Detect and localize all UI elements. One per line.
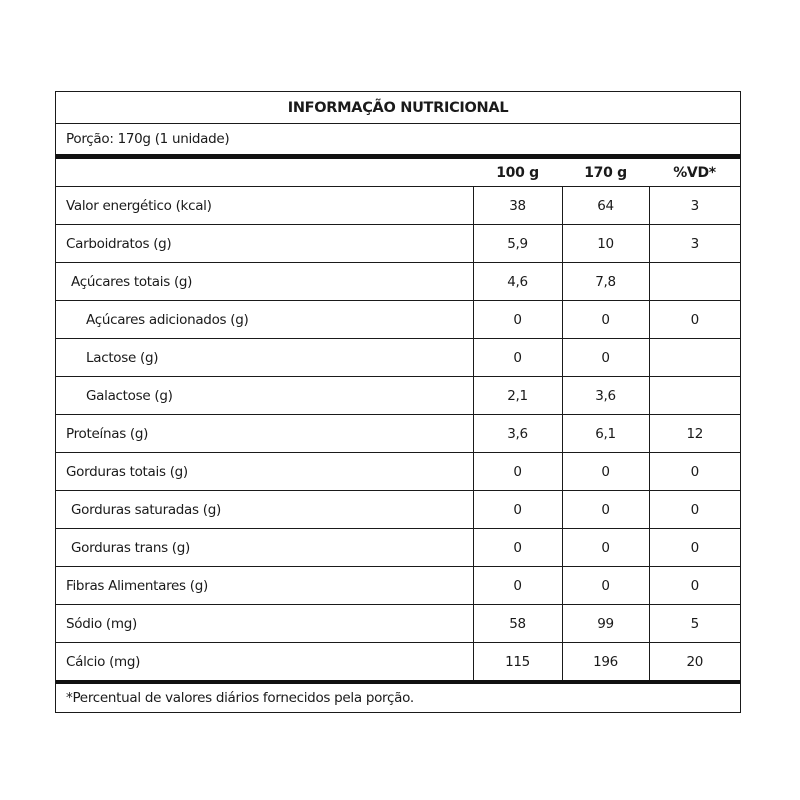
table-row <box>56 263 740 301</box>
value-per-170g: 99 <box>562 605 649 643</box>
table-row <box>56 377 740 415</box>
table-row <box>56 415 740 453</box>
value-daily-percent: 0 <box>649 567 740 605</box>
table-header-row <box>56 159 740 187</box>
value-per-100g: 5,9 <box>473 225 562 263</box>
value-per-170g: 0 <box>562 491 649 529</box>
value-per-100g: 4,6 <box>473 263 562 301</box>
table-row <box>56 567 740 605</box>
value-per-100g: 38 <box>473 187 562 225</box>
table-row <box>56 301 740 339</box>
value-per-170g: 0 <box>562 567 649 605</box>
table-row <box>56 339 740 377</box>
value-per-100g: 0 <box>473 301 562 339</box>
value-per-170g: 0 <box>562 529 649 567</box>
table-row <box>56 643 740 683</box>
column-header-per-170g: 170 g <box>562 159 649 187</box>
value-per-100g: 0 <box>473 453 562 491</box>
column-header-daily-value: %VD* <box>649 159 740 187</box>
nutrient-name: Proteínas (g) <box>56 415 473 453</box>
value-per-170g: 0 <box>562 339 649 377</box>
value-per-170g: 3,6 <box>562 377 649 415</box>
nutrient-name: Açúcares adicionados (g) <box>56 301 473 339</box>
table-row <box>56 187 740 225</box>
nutrient-name: Fibras Alimentares (g) <box>56 567 473 605</box>
nutrient-name: Gorduras saturadas (g) <box>56 491 473 529</box>
nutrient-name: Açúcares totais (g) <box>56 263 473 301</box>
value-per-170g: 6,1 <box>562 415 649 453</box>
value-daily-percent: 0 <box>649 301 740 339</box>
value-daily-percent: 3 <box>649 187 740 225</box>
value-per-100g: 0 <box>473 567 562 605</box>
nutrient-name: Gorduras totais (g) <box>56 453 473 491</box>
nutrient-name: Carboidratos (g) <box>56 225 473 263</box>
nutrition-table <box>56 159 740 684</box>
value-daily-percent: 3 <box>649 225 740 263</box>
table-row <box>56 529 740 567</box>
nutrient-name: Galactose (g) <box>56 377 473 415</box>
column-header-nutrient <box>56 159 473 187</box>
value-daily-percent: 0 <box>649 491 740 529</box>
value-per-100g: 0 <box>473 491 562 529</box>
value-per-100g: 115 <box>473 643 562 683</box>
value-daily-percent: 0 <box>649 529 740 567</box>
value-per-170g: 10 <box>562 225 649 263</box>
footnote: *Percentual de valores diários fornecidos pela porção. <box>66 690 414 706</box>
table-row <box>56 605 740 643</box>
value-per-100g: 58 <box>473 605 562 643</box>
value-per-100g: 0 <box>473 339 562 377</box>
table-row <box>56 491 740 529</box>
nutrient-name: Sódio (mg) <box>56 605 473 643</box>
value-per-170g: 196 <box>562 643 649 683</box>
portion-size: Porção: 170g (1 unidade) <box>56 124 740 159</box>
nutrient-name: Gorduras trans (g) <box>56 529 473 567</box>
value-per-100g: 2,1 <box>473 377 562 415</box>
value-per-170g: 0 <box>562 453 649 491</box>
label-title: INFORMAÇÃO NUTRICIONAL <box>56 92 740 124</box>
value-daily-percent <box>649 377 740 415</box>
value-daily-percent: 20 <box>649 643 740 683</box>
value-per-170g: 64 <box>562 187 649 225</box>
value-daily-percent: 0 <box>649 453 740 491</box>
nutrition-facts-label <box>55 91 741 713</box>
value-daily-percent <box>649 263 740 301</box>
nutrient-name: Cálcio (mg) <box>56 643 473 683</box>
value-daily-percent <box>649 339 740 377</box>
nutrient-name: Lactose (g) <box>56 339 473 377</box>
value-per-100g: 0 <box>473 529 562 567</box>
table-row <box>56 453 740 491</box>
value-daily-percent: 12 <box>649 415 740 453</box>
value-per-100g: 3,6 <box>473 415 562 453</box>
value-per-170g: 0 <box>562 301 649 339</box>
value-per-170g: 7,8 <box>562 263 649 301</box>
value-daily-percent: 5 <box>649 605 740 643</box>
nutrient-name: Valor energético (kcal) <box>56 187 473 225</box>
table-row <box>56 225 740 263</box>
column-header-per-100g: 100 g <box>473 159 562 187</box>
